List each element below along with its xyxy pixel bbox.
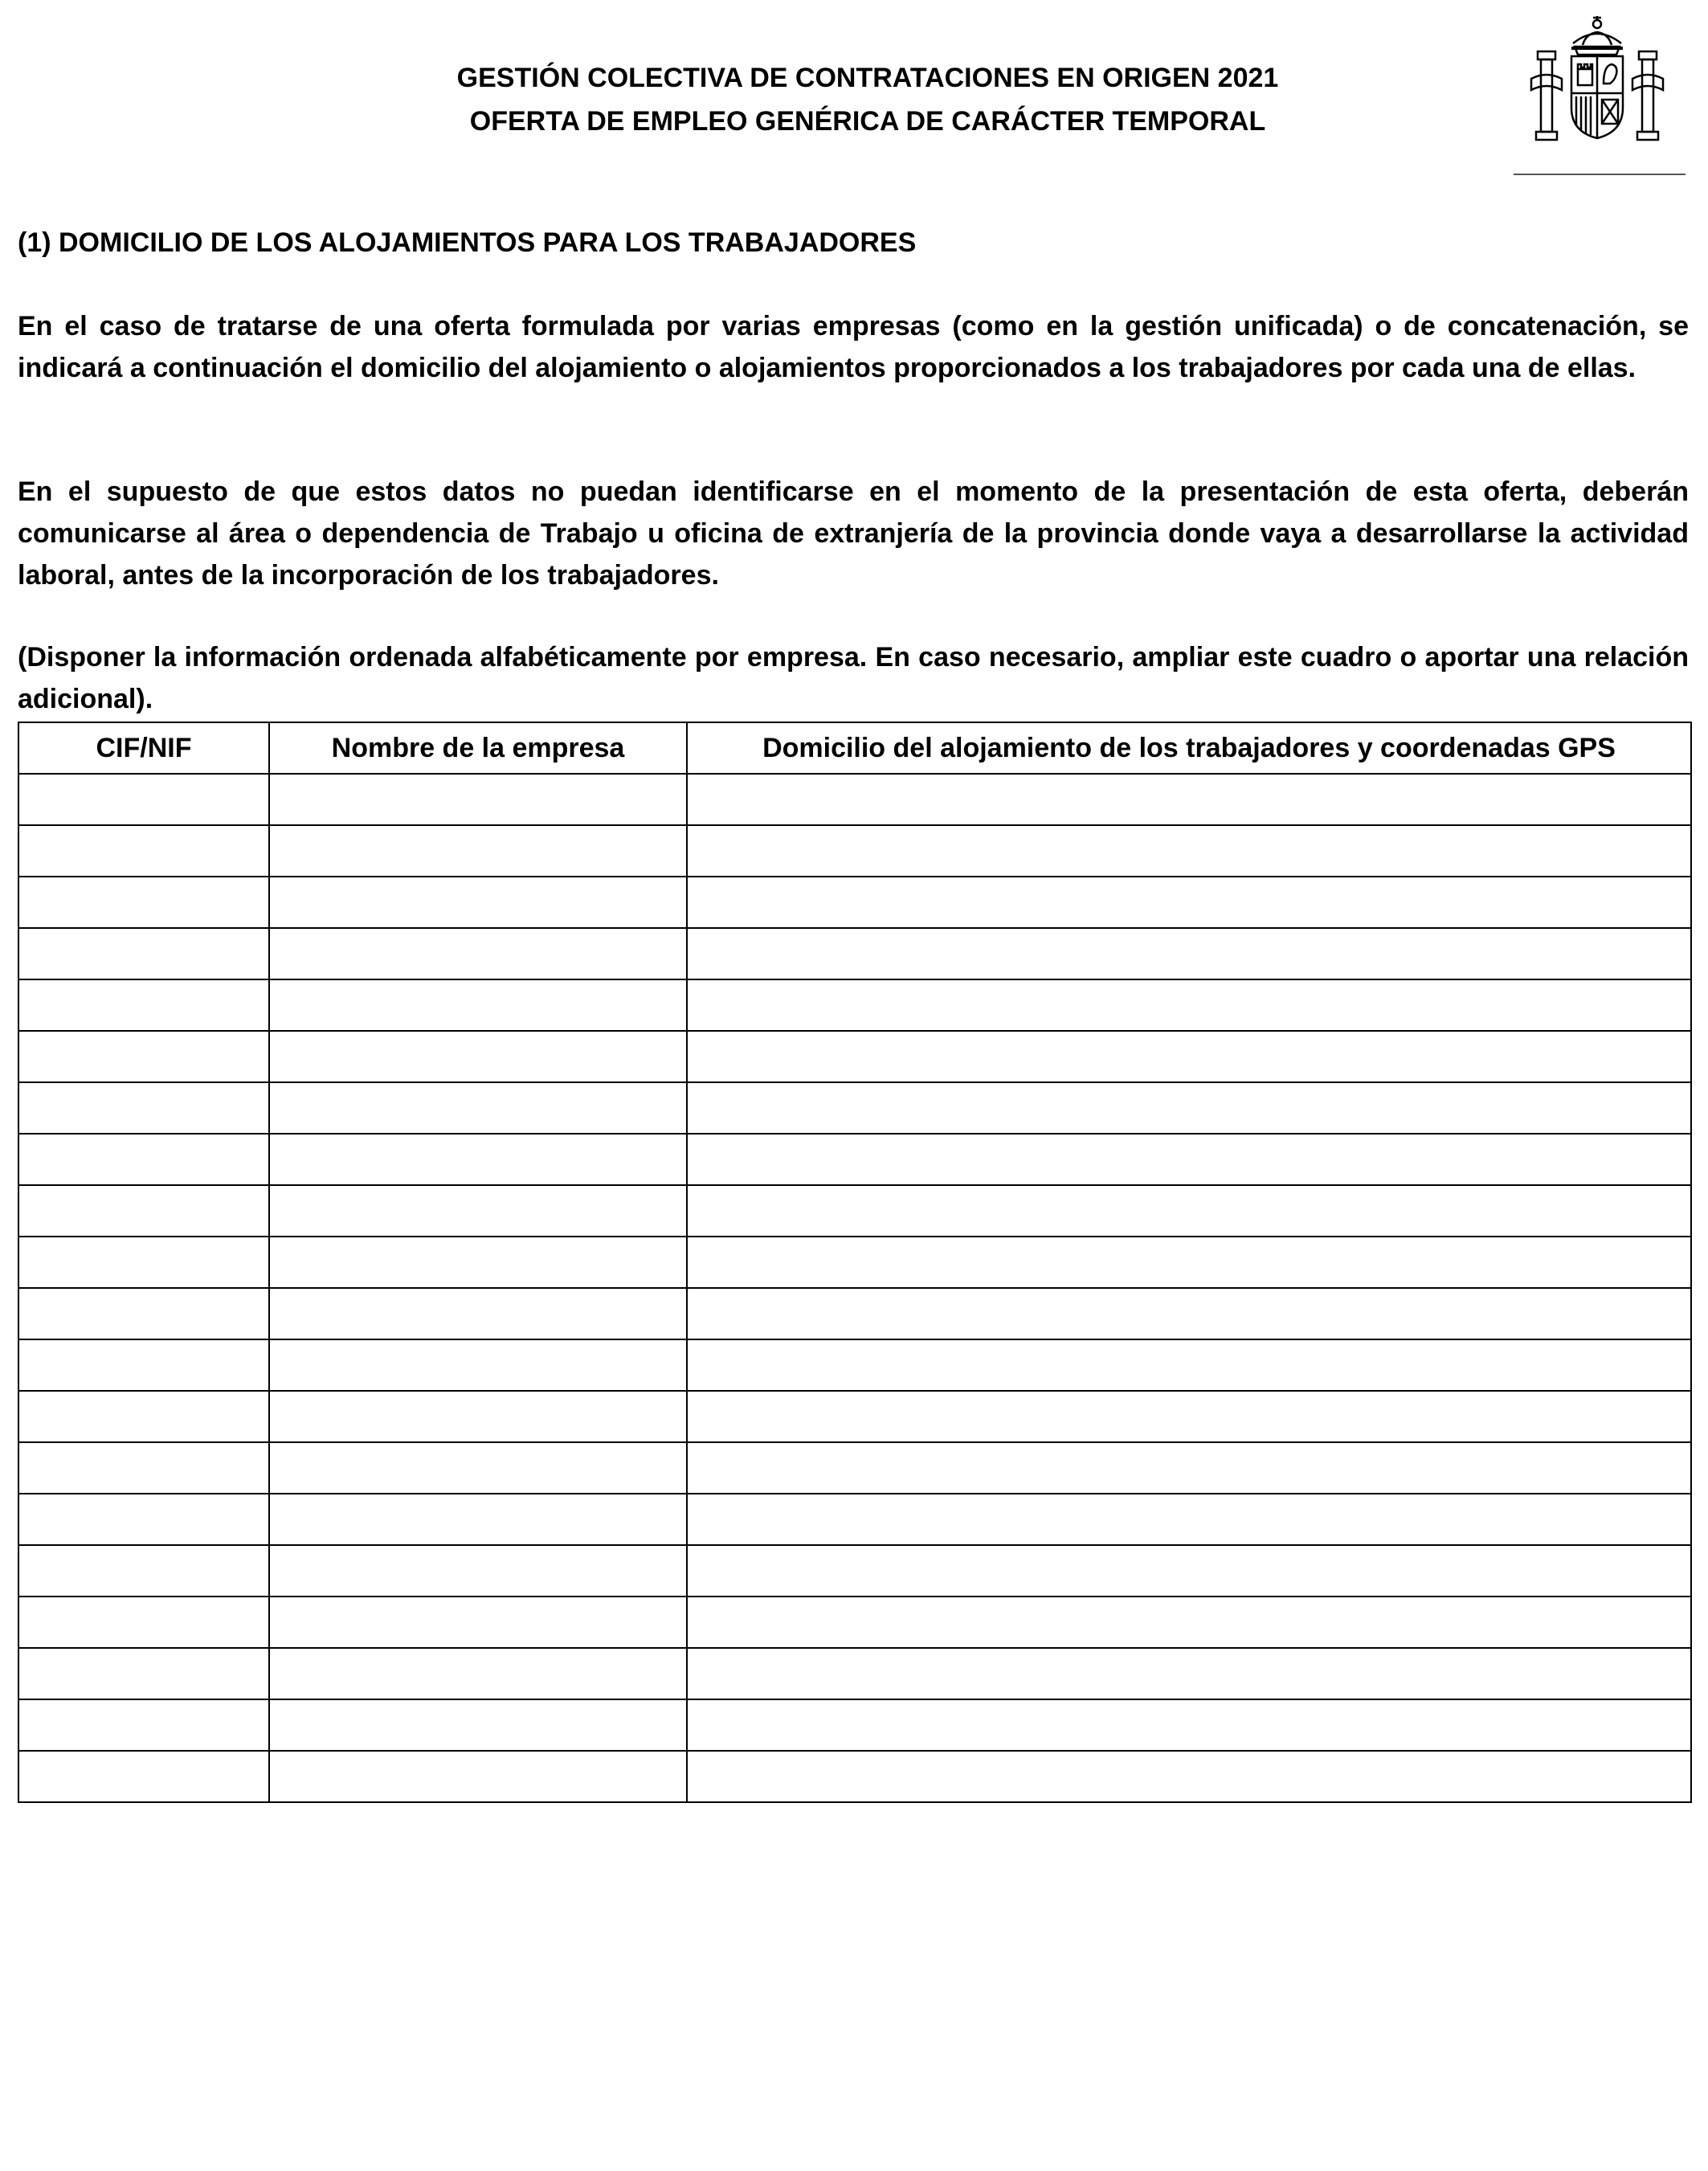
document-header <box>241 56 1494 143</box>
cif-nif-cell[interactable] <box>18 1288 269 1339</box>
company-name-cell[interactable] <box>269 1339 687 1391</box>
column-header-accommodation-address: Domicilio del alojamiento de los trabajadores y coordenadas GPS <box>687 722 1691 774</box>
cif-nif-cell[interactable] <box>18 979 269 1031</box>
cif-nif-cell[interactable] <box>18 1699 269 1751</box>
table-row <box>18 1391 1691 1442</box>
company-name-cell[interactable] <box>269 1648 687 1699</box>
spanish-coat-of-arms-icon <box>1526 13 1668 149</box>
accommodation-address-cell[interactable] <box>687 1134 1691 1185</box>
accommodation-address-cell[interactable] <box>687 774 1691 825</box>
cif-nif-cell[interactable] <box>18 1597 269 1648</box>
company-name-cell[interactable] <box>269 1134 687 1185</box>
company-name-cell[interactable] <box>269 1391 687 1442</box>
table-header-row <box>18 722 1691 774</box>
accommodation-address-cell[interactable] <box>687 1597 1691 1648</box>
table-row <box>18 1031 1691 1082</box>
cif-nif-cell[interactable] <box>18 1237 269 1288</box>
cif-nif-cell[interactable] <box>18 825 269 877</box>
table-row <box>18 1442 1691 1494</box>
section-heading: (1) DOMICILIO DE LOS ALOJAMIENTOS PARA LOS TRABAJADORES <box>18 227 917 258</box>
accommodation-address-cell[interactable] <box>687 1031 1691 1082</box>
accommodation-address-cell[interactable] <box>687 825 1691 877</box>
intro-paragraph: En el caso de tratarse de una oferta formulada por varias empresas (como en la gestión unificada) o de concatenación, se indicará a continuación el domicilio del alojamiento o alojamientos proporcionados a los trabajadores por cada una de ellas. <box>18 311 1689 383</box>
table-row <box>18 774 1691 825</box>
column-header-company-name: Nombre de la empresa <box>269 722 687 774</box>
accommodation-address-cell[interactable] <box>687 1545 1691 1597</box>
cif-nif-cell[interactable] <box>18 1494 269 1545</box>
column-header-cif-nif: CIF/NIF <box>18 722 269 774</box>
accommodation-address-cell[interactable] <box>687 928 1691 979</box>
company-name-cell[interactable] <box>269 825 687 877</box>
table-row <box>18 1751 1691 1802</box>
accommodation-address-cell[interactable] <box>687 1237 1691 1288</box>
cif-nif-cell[interactable] <box>18 1545 269 1597</box>
cif-nif-cell[interactable] <box>18 1391 269 1442</box>
company-name-cell[interactable] <box>269 1597 687 1648</box>
accommodation-address-cell[interactable] <box>687 1751 1691 1802</box>
company-name-cell[interactable] <box>269 1442 687 1494</box>
company-name-cell[interactable] <box>269 1494 687 1545</box>
accommodation-address-cell[interactable] <box>687 1648 1691 1699</box>
cif-nif-cell[interactable] <box>18 1339 269 1391</box>
accommodation-address-cell[interactable] <box>687 877 1691 928</box>
accommodation-address-cell[interactable] <box>687 1494 1691 1545</box>
table-row <box>18 1339 1691 1391</box>
header-title-line2: OFERTA DE EMPLEO GENÉRICA DE CARÁCTER TEMPORAL <box>469 106 1266 137</box>
cif-nif-cell[interactable] <box>18 1185 269 1237</box>
table-row <box>18 825 1691 877</box>
company-name-cell[interactable] <box>269 877 687 928</box>
table-row <box>18 1237 1691 1288</box>
deadline-paragraph: En el supuesto de que estos datos no puedan identificarse en el momento de la presentación de esta oferta, deberán comunicarse al área o dependencia de Trabajo u oficina de extranjería de la provincia donde vaya a desarrollarse la actividad laboral, antes de la incorporación de los trabajadores. <box>18 476 1689 591</box>
company-name-cell[interactable] <box>269 928 687 979</box>
table-row <box>18 1699 1691 1751</box>
cif-nif-cell[interactable] <box>18 1082 269 1134</box>
accommodation-table <box>18 722 1692 1803</box>
company-name-cell[interactable] <box>269 1751 687 1802</box>
company-name-cell[interactable] <box>269 1031 687 1082</box>
company-name-cell[interactable] <box>269 1545 687 1597</box>
company-name-cell[interactable] <box>269 1082 687 1134</box>
table-row <box>18 877 1691 928</box>
accommodation-address-cell[interactable] <box>687 1288 1691 1339</box>
table-row <box>18 979 1691 1031</box>
company-name-cell[interactable] <box>269 979 687 1031</box>
table-row <box>18 1185 1691 1237</box>
company-name-cell[interactable] <box>269 1288 687 1339</box>
accommodation-address-cell[interactable] <box>687 1699 1691 1751</box>
ordering-paragraph: (Disponer la información ordenada alfabéticamente por empresa. En caso necesario, ampliar este cuadro o aportar una relación adicional). <box>18 642 1689 714</box>
cif-nif-cell[interactable] <box>18 877 269 928</box>
accommodation-address-cell[interactable] <box>687 979 1691 1031</box>
company-name-cell[interactable] <box>269 1699 687 1751</box>
accommodation-address-cell[interactable] <box>687 1339 1691 1391</box>
cif-nif-cell[interactable] <box>18 774 269 825</box>
company-name-cell[interactable] <box>269 1237 687 1288</box>
table-row <box>18 1082 1691 1134</box>
cif-nif-cell[interactable] <box>18 1648 269 1699</box>
emblem-divider <box>1514 174 1686 175</box>
accommodation-address-cell[interactable] <box>687 1082 1691 1134</box>
table-row <box>18 1648 1691 1699</box>
cif-nif-cell[interactable] <box>18 928 269 979</box>
company-name-cell[interactable] <box>269 774 687 825</box>
table-row <box>18 1494 1691 1545</box>
cif-nif-cell[interactable] <box>18 1031 269 1082</box>
header-title-line1: GESTIÓN COLECTIVA DE CONTRATACIONES EN ORIGEN 2021 <box>456 63 1279 93</box>
cif-nif-cell[interactable] <box>18 1442 269 1494</box>
company-name-cell[interactable] <box>269 1185 687 1237</box>
table-row <box>18 1288 1691 1339</box>
accommodation-address-cell[interactable] <box>687 1442 1691 1494</box>
table-row <box>18 1597 1691 1648</box>
cif-nif-cell[interactable] <box>18 1134 269 1185</box>
table-row <box>18 1545 1691 1597</box>
accommodation-address-cell[interactable] <box>687 1185 1691 1237</box>
accommodation-address-cell[interactable] <box>687 1391 1691 1442</box>
cif-nif-cell[interactable] <box>18 1751 269 1802</box>
table-row <box>18 1134 1691 1185</box>
table-row <box>18 928 1691 979</box>
